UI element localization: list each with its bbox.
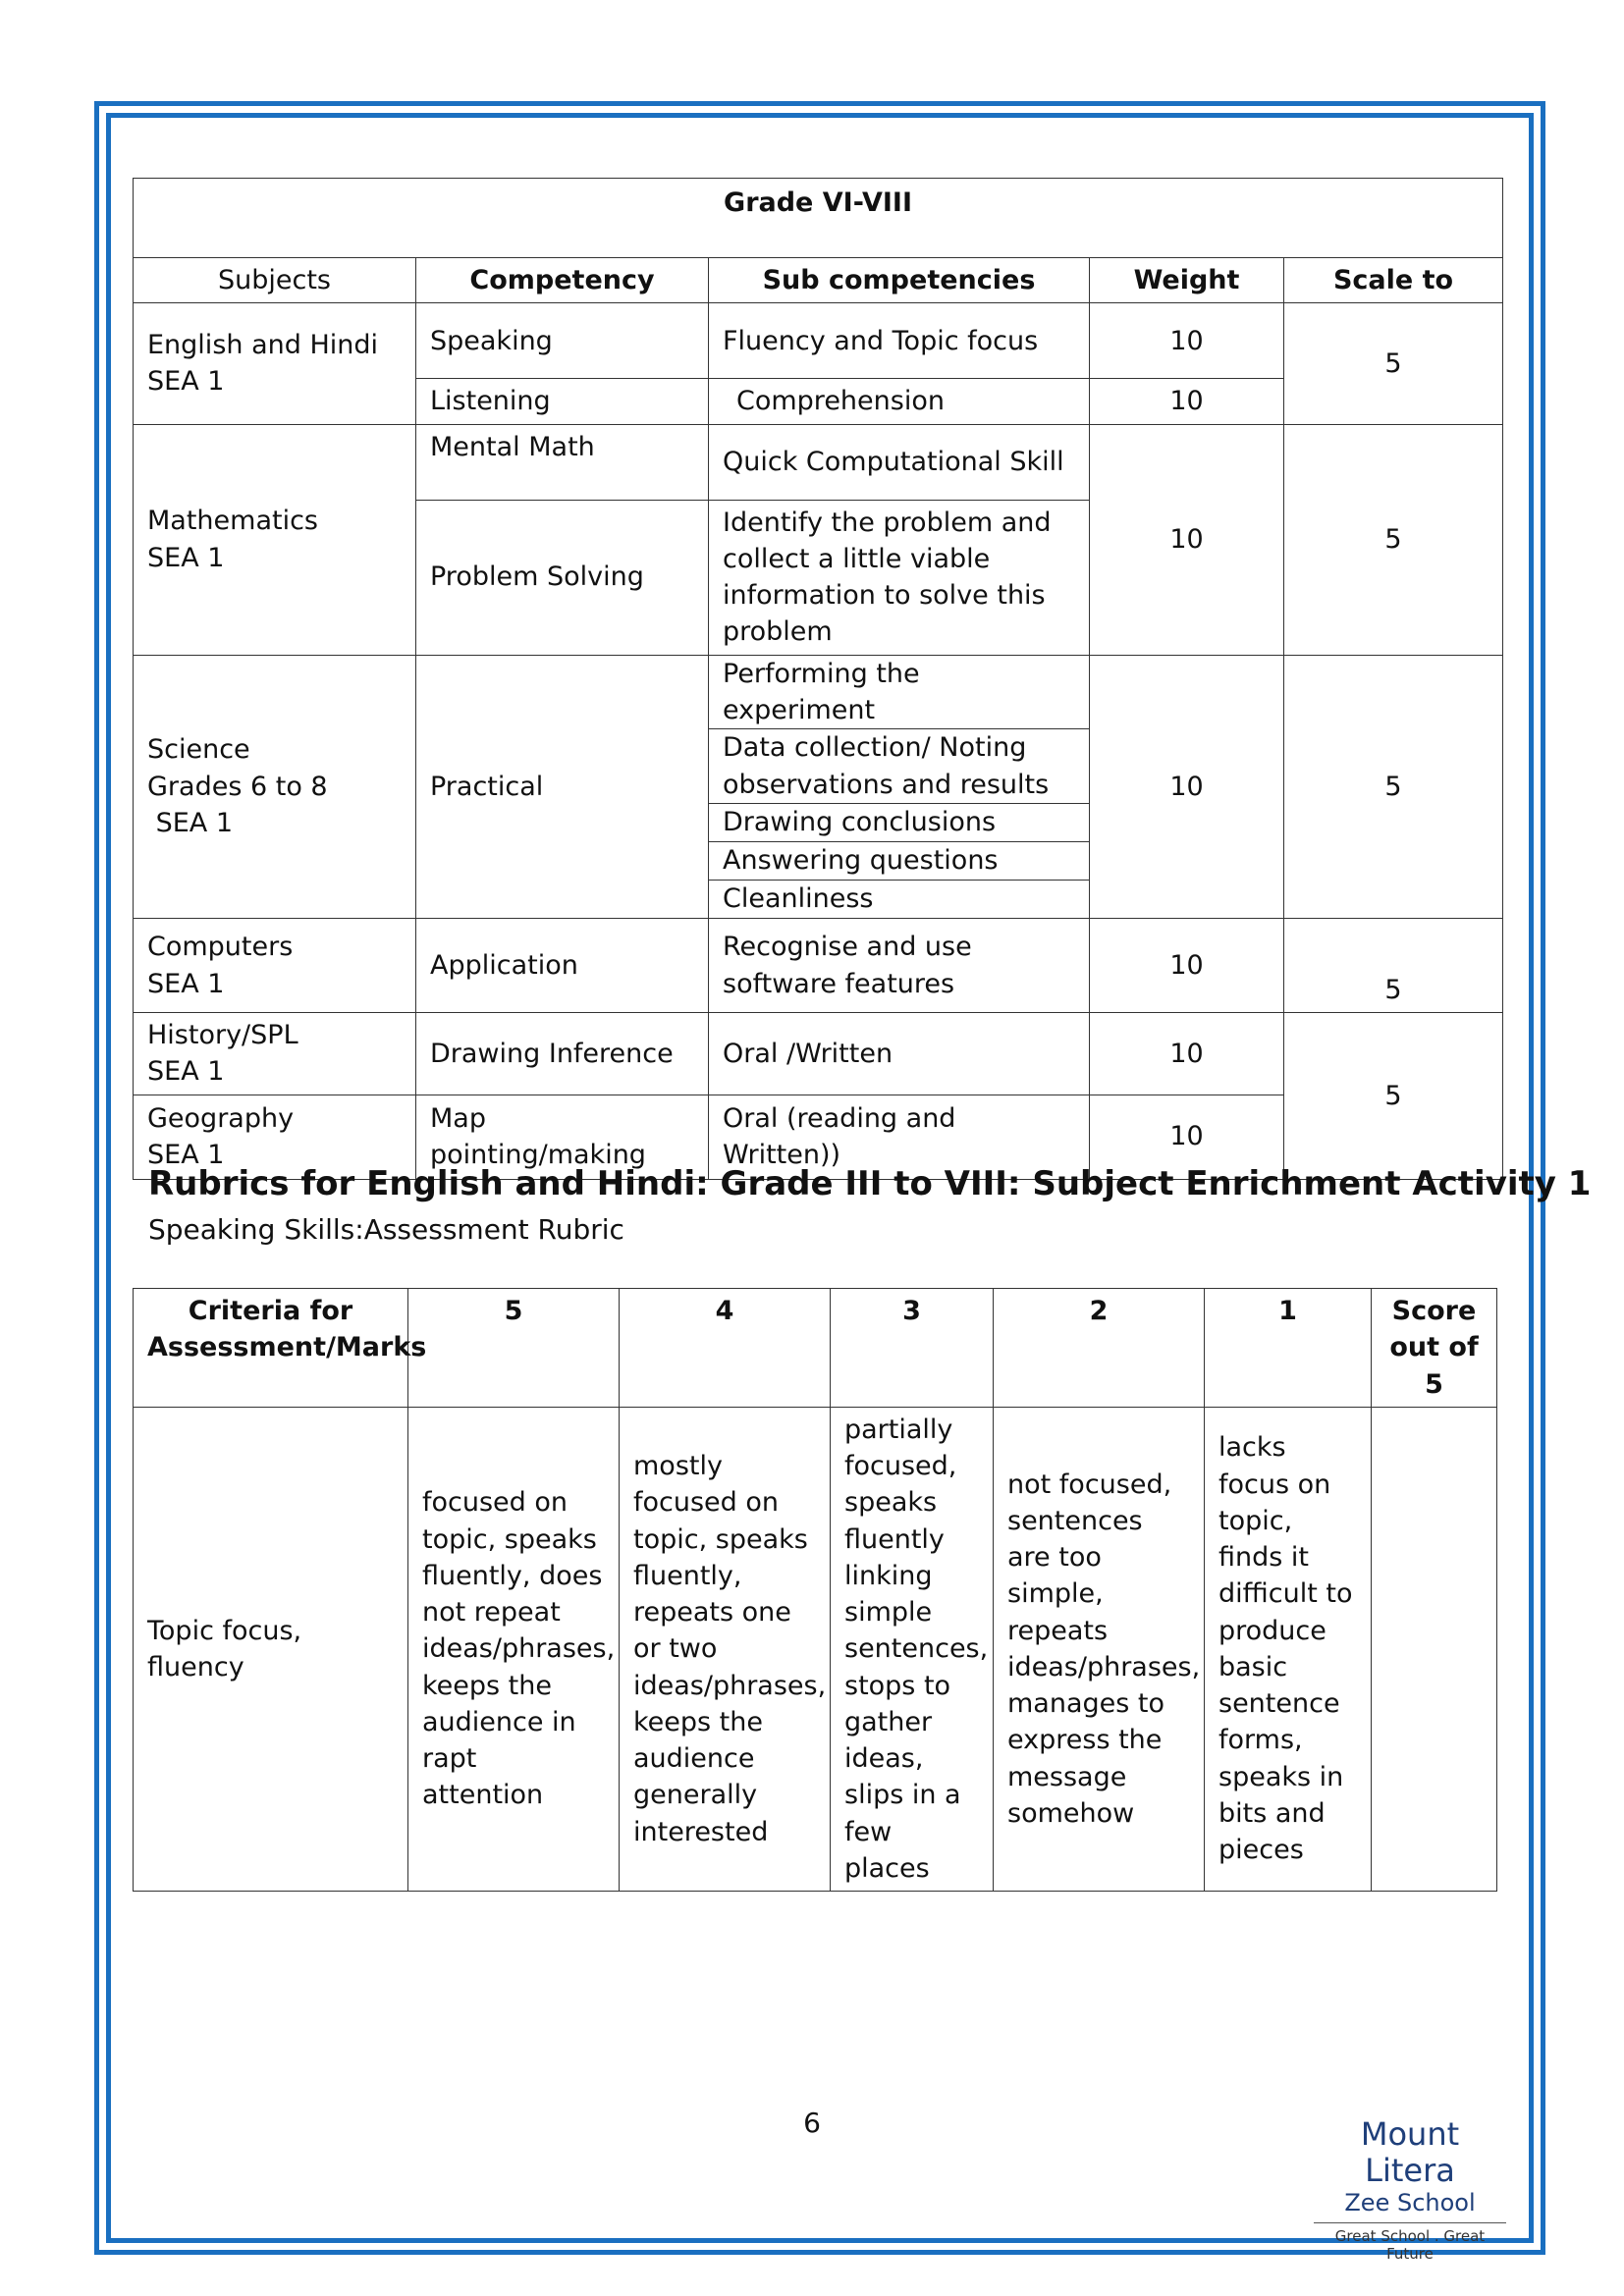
rubric-title: Rubrics for English and Hindi: Grade III to VIII: Subject Enrichment Activity 1	[148, 1164, 1592, 1203]
header-competency: Competency	[416, 258, 709, 303]
header-score-3: 3	[831, 1289, 994, 1408]
grade-table	[133, 178, 1503, 1180]
subject-name: English and Hindi	[147, 330, 379, 361]
subject-name: Mathematics	[147, 506, 318, 537]
sub-competency-cell: Quick Computational Skill	[709, 424, 1090, 500]
competency-line: pointing/making	[430, 1140, 646, 1170]
header-subjects: Subjects	[134, 258, 416, 303]
grade-table-header-row	[134, 258, 1503, 303]
page-number: 6	[803, 2107, 821, 2139]
table-row	[134, 1013, 1503, 1095]
competency-cell: Drawing Inference	[416, 1013, 709, 1095]
subject-sea: SEA 1	[155, 807, 234, 838]
sub-competency-cell: Identify the problem and collect a little viable information to solve this problem	[709, 500, 1090, 655]
logo-tagline: Great School . Great Future	[1334, 2227, 1486, 2264]
school-logo	[1314, 2116, 1506, 2263]
header-score-4: 4	[620, 1289, 831, 1408]
table-row	[134, 424, 1503, 500]
sub-competency-cell: Drawing conclusions	[709, 804, 1090, 842]
rubric-cell-1: lacks focus on topic, finds it difficult to produce basic sentence forms, speaks in bits and pieces	[1205, 1407, 1372, 1891]
weight-cell: 10	[1090, 1013, 1284, 1095]
table-row	[134, 303, 1503, 379]
scale-cell: 5	[1284, 1013, 1503, 1180]
sub-competency-cell: Cleanliness	[709, 881, 1090, 919]
subject-grades: Grades 6 to 8	[147, 771, 328, 802]
sub-competency-cell: Performing the experiment	[709, 655, 1090, 729]
subject-cell	[134, 919, 416, 1013]
sub-competency-cell: Data collection/ Noting observations and results	[709, 729, 1090, 804]
weight-cell: 10	[1090, 379, 1284, 424]
table-row	[134, 655, 1503, 729]
subject-name: History/SPL	[147, 1020, 298, 1050]
weight-cell: 10	[1090, 655, 1284, 919]
rubric-cell-5: focused on topic, speaks fluently, does not repeat ideas/phrases, keeps the audience in rapt attention	[408, 1407, 620, 1891]
weight-cell: 10	[1090, 1095, 1284, 1179]
competency-cell: Practical	[416, 655, 709, 919]
scale-cell: 5	[1284, 655, 1503, 919]
table-row	[134, 919, 1503, 1013]
subject-cell	[134, 655, 416, 919]
header-score-out-of: Score out of 5	[1372, 1289, 1497, 1408]
weight-cell: 10	[1090, 424, 1284, 655]
subject-name: Science	[147, 734, 250, 766]
sub-competency-cell: Oral (reading and Written))	[709, 1095, 1090, 1179]
subject-sea: SEA 1	[147, 1140, 225, 1170]
sub-competency-cell: Oral /Written	[709, 1013, 1090, 1095]
header-score-5: 5	[408, 1289, 620, 1408]
sub-competency-cell: Fluency and Topic focus	[709, 303, 1090, 379]
scale-cell: 5	[1284, 919, 1503, 1013]
subject-sea: SEA 1	[147, 542, 225, 573]
rubric-header-row	[134, 1289, 1497, 1408]
sub-competency-cell: Comprehension	[709, 379, 1090, 424]
subject-cell	[134, 424, 416, 655]
subject-sea: SEA 1	[147, 366, 225, 398]
header-weight: Weight	[1090, 258, 1284, 303]
competency-cell: Speaking	[416, 303, 709, 379]
header-scale-to: Scale to	[1284, 258, 1503, 303]
sub-competency-cell: Recognise and use software features	[709, 919, 1090, 1013]
table-row	[134, 1407, 1497, 1891]
rubric-cell-2: not focused, sentences are too simple, repeats ideas/phrases, manages to express the message somehow	[994, 1407, 1205, 1891]
competency-cell: Listening	[416, 379, 709, 424]
competency-cell: Application	[416, 919, 709, 1013]
rubric-table	[133, 1288, 1497, 1892]
competency-cell: Problem Solving	[416, 500, 709, 655]
competency-line: Map	[430, 1102, 486, 1134]
sub-competency-cell: Answering questions	[709, 842, 1090, 881]
rubric-cell-4: mostly focused on topic, speaks fluently, repeats one or two ideas/phrases, keeps the audience generally interested	[620, 1407, 831, 1891]
subject-cell	[134, 1013, 416, 1095]
subject-sea: SEA 1	[147, 968, 225, 999]
rubric-subtitle: Speaking Skills:Assessment Rubric	[148, 1213, 624, 1246]
header-criteria: Criteria for Assessment/Marks	[134, 1289, 408, 1408]
header-score-2: 2	[994, 1289, 1205, 1408]
competency-cell: Mental Math	[416, 424, 709, 500]
subject-cell	[134, 303, 416, 424]
weight-cell: 10	[1090, 919, 1284, 1013]
header-score-1: 1	[1205, 1289, 1372, 1408]
rubric-cell-3: partially focused, speaks fluently linking simple sentences, stops to gather ideas, slips in a few places	[831, 1407, 994, 1891]
grade-table-title: Grade VI-VIII	[134, 179, 1503, 258]
criteria-cell: Topic focus, fluency	[134, 1407, 408, 1891]
subject-name: Geography	[147, 1102, 295, 1134]
logo-name: Mount Litera	[1360, 2115, 1460, 2189]
logo-sub: Zee School	[1314, 2189, 1506, 2224]
scale-cell: 5	[1284, 303, 1503, 424]
grade-table-title-row	[134, 179, 1503, 258]
header-sub-competencies: Sub competencies	[709, 258, 1090, 303]
weight-cell: 10	[1090, 303, 1284, 379]
subject-name: Computers	[147, 932, 294, 963]
score-cell	[1372, 1407, 1497, 1891]
subject-sea: SEA 1	[147, 1056, 225, 1088]
scale-cell: 5	[1284, 424, 1503, 655]
